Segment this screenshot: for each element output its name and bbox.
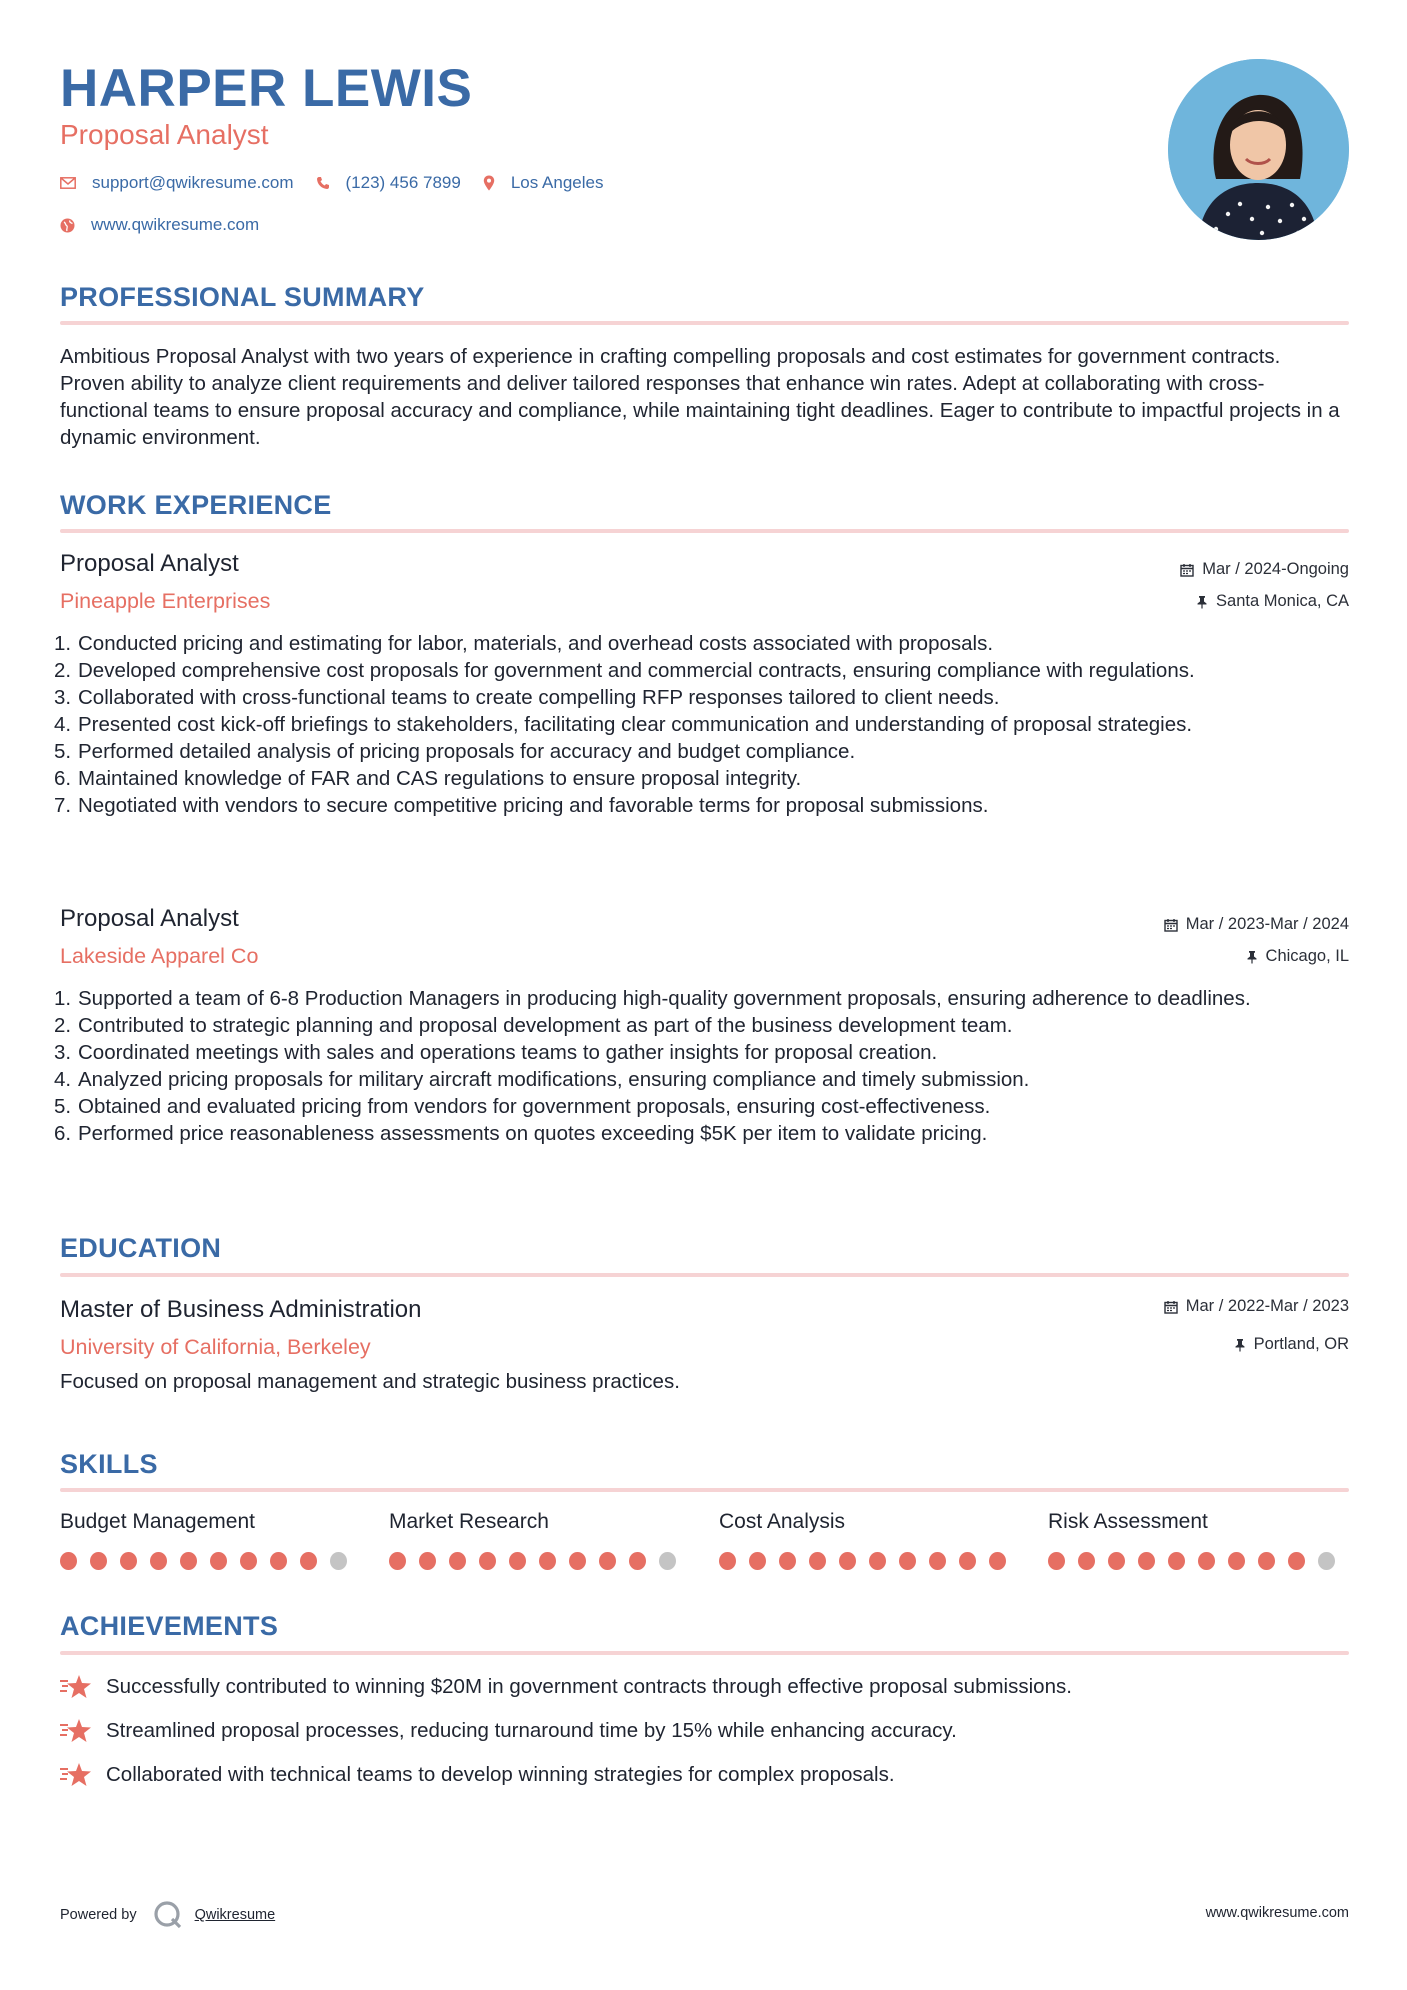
skill-dot-filled [210,1552,227,1570]
contact-phone[interactable] [316,173,461,193]
skill-dot-filled [1258,1552,1275,1570]
skill-dot-filled [599,1552,616,1570]
list-item: Performed price reasonableness assessments on quotes exceeding $5K per item to validate pricing. [78,1122,988,1145]
phone-text[interactable]: (123) 456 7899 [345,173,461,192]
list-item: Obtained and evaluated pricing from vendors for government proposals, ensuring cost-effectiveness. [78,1095,991,1118]
skill-dot-filled [300,1552,317,1570]
skill-dot-filled [779,1552,796,1570]
job-dates [1180,560,1349,579]
summary-text: Ambitious Proposal Analyst with two years of experience in crafting compelling proposals and cost estimates for government contracts. Proven ability to analyze client requirements and deliver tailored responses that enhance win rates. Adept at collaborating with cross-functional teams to ensure proposal accuracy and compliance, while maintaining tight deadlines. Eager to contribute to impactful projects in a dynamic environment. [60,345,1340,449]
skill-name: Risk Assessment [1048,1510,1208,1533]
education-description: Focused on proposal management and strategic business practices. [60,1370,680,1393]
pushpin-icon [1246,950,1258,964]
candidate-name: HARPER LEWIS [60,59,473,118]
list-item: Performed detailed analysis of pricing proposals for accuracy and budget compliance. [78,740,856,763]
skill-dot-filled [90,1552,107,1570]
list-item: Contributed to strategic planning and proposal development as part of the business development team. [78,1014,1013,1037]
skill-dot-filled [1198,1552,1215,1570]
skill-rating [389,1552,689,1570]
calendar-icon [1164,1300,1178,1314]
email-text[interactable]: support@qwikresume.com [92,173,294,192]
skill-rating [1048,1552,1348,1570]
skill-dot-filled [270,1552,287,1570]
achievement-text: Collaborated with technical teams to develop winning strategies for complex proposals. [106,1763,895,1786]
skill-name: Market Research [389,1510,549,1533]
map-pin-icon [483,175,495,191]
list-item: Supported a team of 6-8 Production Managers in producing high-quality government proposals, ensuring adherence to deadlines. [78,987,1251,1010]
skill-dot-filled [869,1552,886,1570]
section-divider [60,1651,1349,1655]
job-location [1196,592,1349,611]
skill-dot-filled [989,1552,1006,1570]
job-dates-text: Mar / 2023-Mar / 2024 [1185,915,1349,933]
avatar [1168,59,1349,240]
skill-dot-filled [1138,1552,1155,1570]
star-achievement-icon [60,1674,92,1700]
section-title-education: EDUCATION [60,1233,222,1263]
list-item: Analyzed pricing proposals for military aircraft modifications, ensuring compliance and timely submission. [78,1068,1030,1091]
degree-title: Master of Business Administration [60,1296,422,1323]
skill-dot-filled [749,1552,766,1570]
qwikresume-logo-icon [153,1900,183,1930]
skill-dot-filled [1108,1552,1125,1570]
calendar-icon [1180,563,1194,577]
brand-link[interactable]: Qwikresume [194,1907,276,1923]
skill-dot-filled [929,1552,946,1570]
education-location-text: Portland, OR [1253,1335,1349,1353]
pushpin-icon [1234,1338,1246,1352]
achievement-item [60,1762,895,1788]
skill-dot-filled [150,1552,167,1570]
candidate-role: Proposal Analyst [60,119,269,150]
phone-icon [316,176,330,190]
section-title-summary: PROFESSIONAL SUMMARY [60,282,425,312]
powered-by-text: Powered by [60,1907,137,1923]
skill-dot-filled [180,1552,197,1570]
job-title: Proposal Analyst [60,550,239,577]
calendar-icon [1164,918,1178,932]
skill-dot-filled [419,1552,436,1570]
skill-item [60,1510,360,1570]
skill-dot-filled [389,1552,406,1570]
education-dates [1164,1297,1349,1316]
list-item: Maintained knowledge of FAR and CAS regulations to ensure proposal integrity. [78,767,802,790]
skill-dot-filled [120,1552,137,1570]
star-achievement-icon [60,1762,92,1788]
skill-dot-filled [509,1552,526,1570]
skill-dot-filled [1288,1552,1305,1570]
section-title-experience: WORK EXPERIENCE [60,490,332,520]
skill-dot-filled [1048,1552,1065,1570]
skill-dot-filled [959,1552,976,1570]
skill-dot-filled [809,1552,826,1570]
job-location [1246,947,1349,966]
skill-dot-filled [569,1552,586,1570]
job-location-text: Chicago, IL [1265,947,1349,965]
skill-name: Cost Analysis [719,1510,846,1533]
skill-item [1048,1510,1348,1570]
achievement-text: Streamlined proposal processes, reducing turnaround time by 15% while enhancing accuracy. [106,1719,957,1742]
envelope-icon [60,177,76,189]
contact-row-web [60,215,281,235]
list-item: Conducted pricing and estimating for labor, materials, and overhead costs associated with proposals. [78,632,994,655]
skill-item [389,1510,689,1570]
skill-dot-empty [1318,1552,1335,1570]
skill-dot-filled [1228,1552,1245,1570]
section-divider [60,1273,1349,1277]
location-text: Los Angeles [510,173,604,192]
list-item: Collaborated with cross-functional teams to create compelling RFP responses tailored to client needs. [78,686,1000,709]
section-title-achievements: ACHIEVEMENTS [60,1611,279,1641]
skill-dot-filled [479,1552,496,1570]
skill-dot-filled [1168,1552,1185,1570]
skill-rating [719,1552,1019,1570]
job-dates-text: Mar / 2024-Ongoing [1202,560,1349,578]
skill-dot-filled [629,1552,646,1570]
list-item: Developed comprehensive cost proposals for government and commercial contracts, ensuring compliance with regulations. [78,659,1195,682]
skill-dot-empty [659,1552,676,1570]
job-bullets [78,630,1350,819]
skill-item [719,1510,1019,1570]
website-text[interactable]: www.qwikresume.com [91,215,260,234]
list-item: Coordinated meetings with sales and operations teams to gather insights for proposal creation. [78,1041,938,1064]
contact-website[interactable] [60,215,259,235]
contact-location [483,173,604,193]
skill-dot-filled [839,1552,856,1570]
skill-dot-filled [1078,1552,1095,1570]
skill-dot-filled [539,1552,556,1570]
footer-powered-by [60,1900,275,1930]
skill-rating [60,1552,360,1570]
list-item: Presented cost kick-off briefings to stakeholders, facilitating clear communication and understanding of proposal strategies. [78,713,1193,736]
avatar-photo [1168,59,1349,240]
job-dates [1164,915,1349,934]
company-name: Pineapple Enterprises [60,589,271,613]
school-name: University of California, Berkeley [60,1335,371,1359]
contact-email[interactable] [60,173,294,193]
job-bullets [78,985,1350,1147]
skill-name: Budget Management [60,1510,255,1533]
skill-dot-filled [899,1552,916,1570]
company-name: Lakeside Apparel Co [60,944,259,968]
globe-icon [60,218,75,233]
skill-dot-filled [60,1552,77,1570]
education-location [1234,1335,1349,1354]
education-dates-text: Mar / 2022-Mar / 2023 [1185,1297,1349,1315]
section-title-skills: SKILLS [60,1449,158,1479]
skill-dot-empty [330,1552,347,1570]
skill-dot-filled [449,1552,466,1570]
list-item: Negotiated with vendors to secure competitive pricing and favorable terms for proposal submissions. [78,794,989,817]
achievement-item [60,1718,957,1744]
footer-site[interactable]: www.qwikresume.com [1205,1905,1349,1921]
job-location-text: Santa Monica, CA [1216,592,1349,610]
achievement-item [60,1674,1072,1700]
pushpin-icon [1196,595,1208,609]
section-divider [60,321,1349,325]
skill-dot-filled [719,1552,736,1570]
skill-dot-filled [240,1552,257,1570]
star-achievement-icon [60,1718,92,1744]
job-title: Proposal Analyst [60,905,239,932]
section-divider [60,529,1349,533]
contact-row [60,173,625,193]
achievement-text: Successfully contributed to winning $20M in government contracts through effective proposal submissions. [106,1675,1072,1698]
section-divider [60,1488,1349,1492]
